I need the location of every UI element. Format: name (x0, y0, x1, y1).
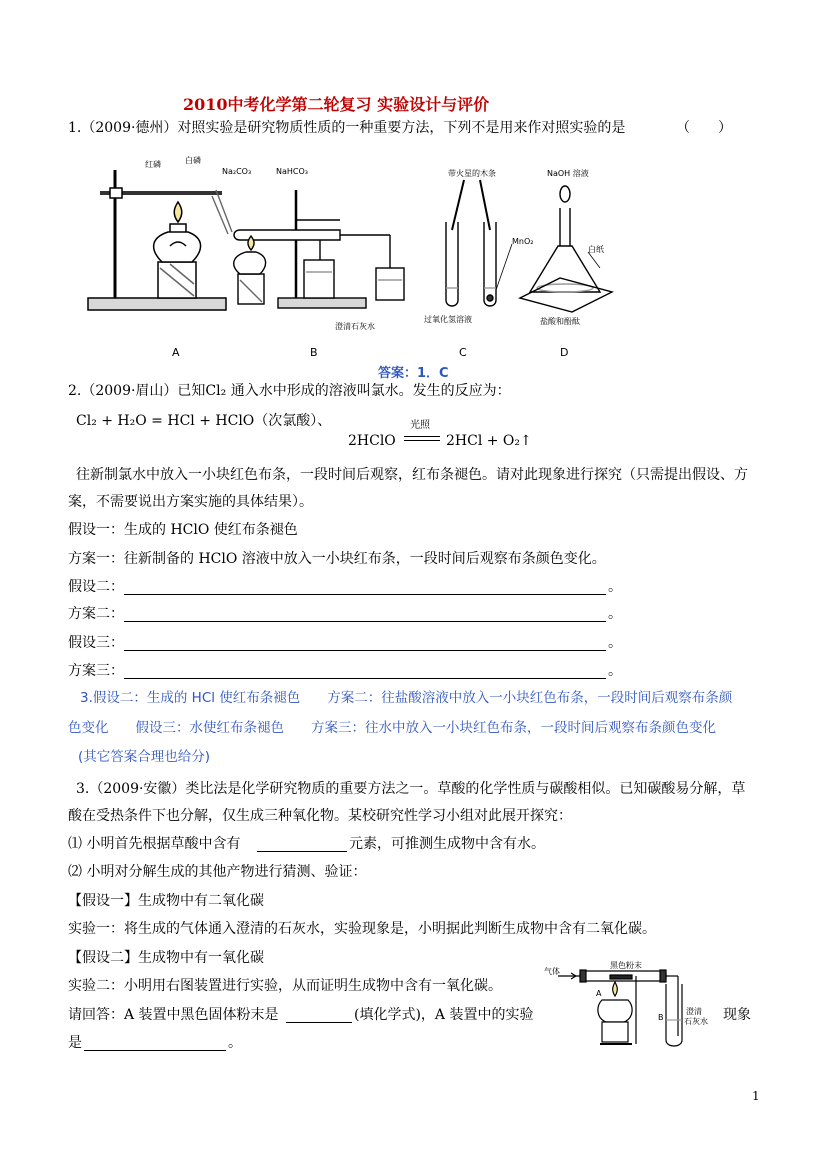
eq-arrow-line-2 (404, 440, 440, 441)
apparatus-b (212, 190, 404, 308)
q3-question-a: 请回答：A 装置中黑色固体粉末是 (68, 1007, 279, 1023)
q2-plan-3-label: 方案三： (68, 663, 124, 679)
q2-para-1: 往新制氯水中放入一小块红色布条，一段时间后观察，红布条褪色。请对此现象进行探究（只需提出假设、方 (76, 467, 748, 483)
apparatus-a (88, 170, 226, 310)
q2-para-2: 案，不需要说出方案实施的具体结果）。 (68, 494, 313, 510)
q1-apparatus-figure (0, 150, 827, 370)
q2-hypothesis-3-label: 假设三： (68, 635, 124, 651)
q3-question-c: 现象 (723, 1007, 751, 1023)
q3-part-1-a: ⑴ 小明首先根据草酸中含有 (68, 836, 241, 852)
q2-period-4: 。 (608, 663, 622, 679)
q3-label-black-powder: 黑色粉末 (610, 961, 642, 970)
q3-hypothesis-2: 【假设二】生成物中有一氧化碳 (68, 950, 264, 966)
q3-part-1-b: 元素，可推测生成物中含有水。 (349, 836, 545, 852)
page-title: 2010中考化学第二轮复习 实验设计与评价 (183, 95, 490, 114)
q1-bracket: （ ） (676, 120, 732, 136)
q3-experiment-1: 实验一：将生成的气体通入澄清的石灰水，实验现象是，小明据此判断生成物中含有二氧化碳。 (68, 921, 656, 937)
q3-question-end: 。 (228, 1035, 242, 1051)
q2-period-3: 。 (608, 635, 622, 651)
q2-answer-line-1: 3.假设二：生成的 HCl 使红布条褪色 方案二：往盐酸溶液中放入一小块红色布条，一段时间后观察布条颜 (80, 690, 733, 706)
q3-question-d: 是 (68, 1035, 82, 1051)
label-a: A (172, 346, 180, 359)
label-limewater: 澄清石灰水 (335, 322, 375, 331)
label-naoh: NaOH 溶液 (547, 169, 589, 178)
q2-answer-line-3: (其它答案合理也给分) (78, 749, 211, 765)
label-na2co3: Na₂CO₃ (222, 167, 252, 176)
q3-part-2: ⑵ 小明对分解生成的其他产物进行猜测、验证： (68, 864, 367, 880)
q3-question-b: (填化学式)，A 装置中的实验 (354, 1007, 534, 1023)
q3-intro-1: 3.（2009·安徽）类比法是化学研究物质的重要方法之一。草酸的化学性质与碳酸相似。已知碳酸易分解，草 (76, 781, 746, 797)
q2-plan-2-blank[interactable] (124, 621, 606, 622)
q3-label-b: B (658, 1013, 664, 1022)
q2-hypothesis-2-blank[interactable] (124, 594, 606, 595)
q2-eq2-right: 2HCl + O₂↑ (446, 433, 532, 449)
q2-plan-3-blank[interactable] (124, 678, 606, 679)
q3-label-gas: 气体 (544, 967, 560, 976)
q1-text: 1.（2009·德州）对照实验是研究物质性质的一种重要方法，下列不是用来作对照实验的是 (68, 120, 626, 136)
q3-label-limewater-2: 石灰水 (684, 1017, 708, 1026)
q2-eq2-left: 2HClO (348, 433, 396, 449)
q2-plan-1: 方案一：往新制备的 HClO 溶液中放入一小块红布条，一段时间后观察布条颜色变化。 (68, 551, 606, 567)
q3-apparatus-figure (540, 960, 720, 1050)
q2-hypothesis-2-label: 假设二： (68, 579, 124, 595)
label-white-phosphorus: 白磷 (185, 156, 201, 165)
label-ember-stick: 带火星的木条 (448, 169, 496, 178)
q2-period-1: 。 (608, 579, 622, 595)
label-d: D (560, 346, 569, 359)
q2-period-2: 。 (608, 606, 622, 622)
label-nahco3: NaHCO₃ (276, 167, 308, 176)
q3-hypothesis-1: 【假设一】生成物中有二氧化碳 (68, 893, 264, 909)
q2-answer-line-2: 色变化 假设三：水使红布条褪色 方案三：往水中放入一小块红色布条，一段时间后观察布条颜色变化 (68, 720, 716, 736)
q1-answer: 答案：1．C (378, 366, 449, 381)
label-h2o2: 过氧化氢溶液 (424, 315, 472, 324)
q2-plan-2-label: 方案二： (68, 606, 124, 622)
label-mno2: MnO₂ (512, 237, 534, 246)
q2-intro: 2.（2009·眉山）已知Cl₂ 通入水中形成的溶液叫氯水。发生的反应为： (68, 383, 511, 399)
page-number: 1 (752, 1089, 760, 1103)
q3-phenomenon-blank[interactable] (84, 1050, 226, 1051)
label-c: C (459, 346, 467, 359)
q3-intro-2: 酸在受热条件下也分解，仅生成三种氧化物。某校研究性学习小组对此展开探究： (68, 808, 572, 824)
apparatus-c (446, 180, 512, 306)
label-red-phosphorus: 红磷 (145, 160, 161, 169)
label-b: B (310, 346, 318, 359)
q2-eq2-condition: 光照 (410, 420, 430, 431)
q3-formula-blank[interactable] (286, 1022, 352, 1023)
q2-hypothesis-3-blank[interactable] (124, 650, 606, 651)
label-hcl-phenol: 盐酸和酚酞 (540, 317, 580, 326)
q2-hypothesis-1: 假设一：生成的 HClO 使红布条褪色 (68, 522, 298, 538)
q3-label-limewater-1: 澄清 (686, 1007, 702, 1016)
q3-experiment-2: 实验二：小明用右图装置进行实验，从而证明生成物中含有一氧化碳。 (68, 978, 502, 994)
eq-arrow-line-1 (404, 436, 440, 437)
q3-element-blank[interactable] (257, 851, 347, 852)
label-white-paper: 白纸 (588, 245, 604, 254)
q3-label-a: A (596, 989, 602, 998)
q2-equation-1: Cl₂ + H₂O = HCl + HClO（次氯酸）、 (76, 413, 332, 429)
